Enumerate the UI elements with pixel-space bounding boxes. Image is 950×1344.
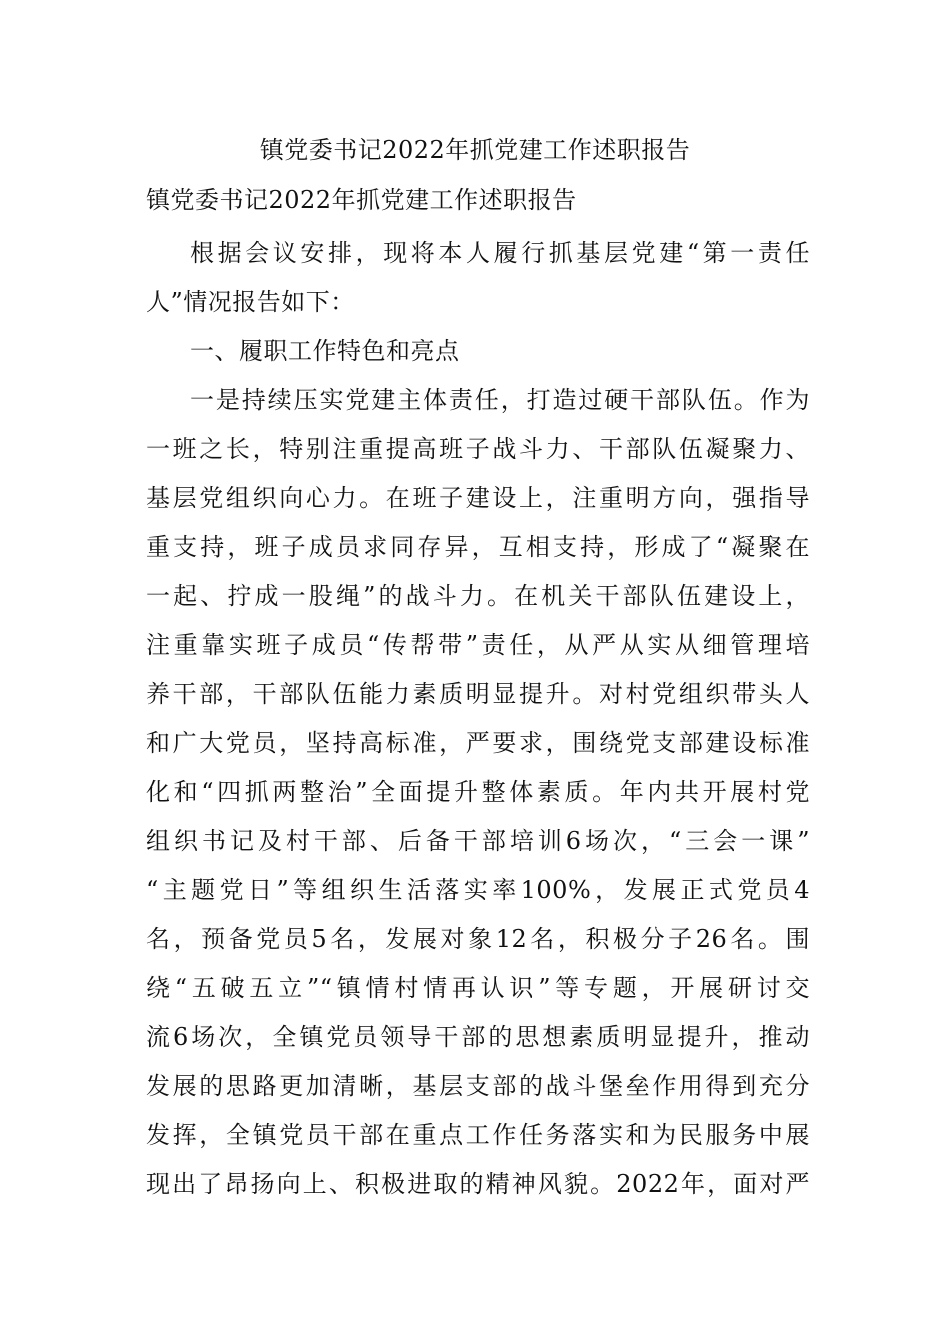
paragraph-line: 发挥，全镇党员干部在重点工作任务落实和为民服务中展 bbox=[146, 1121, 810, 1149]
paragraph-line: 重支持，班子成员求同存异，互相支持，形成了“凝聚在 bbox=[146, 533, 810, 561]
section-heading: 一、履职工作特色和亮点 bbox=[190, 337, 460, 365]
paragraph-line: 基层党组织向心力。在班子建设上，注重明方向，强指导 bbox=[146, 484, 810, 512]
paragraph-line: 一班之长，特别注重提高班子战斗力、干部队伍凝聚力、 bbox=[146, 435, 810, 463]
document-title: 镇党委书记2022年抓党建工作述职报告 bbox=[259, 136, 691, 164]
paragraph-line: 组织书记及村干部、后备干部培训6场次，“三会一课” bbox=[146, 827, 810, 855]
paragraph-line: 现出了昂扬向上、积极进取的精神风貌。2022年，面对严 bbox=[146, 1170, 810, 1198]
paragraph-line: 注重靠实班子成员“传帮带”责任，从严从实从细管理培 bbox=[146, 631, 810, 659]
paragraph-line: 养干部，干部队伍能力素质明显提升。对村党组织带头人 bbox=[146, 680, 810, 708]
paragraph-line: 和广大党员，坚持高标准，严要求，围绕党支部建设标准 bbox=[146, 729, 810, 757]
paragraph-line: 名，预备党员5名，发展对象12名，积极分子26名。围 bbox=[146, 925, 810, 953]
paragraph-line: 流6场次，全镇党员领导干部的思想素质明显提升，推动 bbox=[146, 1023, 810, 1051]
paragraph-line: 一起、拧成一股绳”的战斗力。在机关干部队伍建设上， bbox=[146, 582, 810, 610]
paragraph-line: 根据会议安排，现将本人履行抓基层党建“第一责任 bbox=[190, 239, 810, 267]
document-body bbox=[146, 229, 810, 1209]
document-subtitle: 镇党委书记2022年抓党建工作述职报告 bbox=[146, 186, 577, 214]
paragraph-line: 化和“四抓两整治”全面提升整体素质。年内共开展村党 bbox=[146, 778, 810, 806]
paragraph-line: 发展的思路更加清晰，基层支部的战斗堡垒作用得到充分 bbox=[146, 1072, 810, 1100]
paragraph-line: 一是持续压实党建主体责任，打造过硬干部队伍。作为 bbox=[190, 386, 810, 414]
paragraph-line: 绕“五破五立”“镇情村情再认识”等专题，开展研讨交 bbox=[146, 974, 810, 1002]
paragraph-line: 人”情况报告如下： bbox=[146, 288, 355, 316]
paragraph-line: “主题党日”等组织生活落实率100%，发展正式党员4 bbox=[146, 876, 810, 904]
